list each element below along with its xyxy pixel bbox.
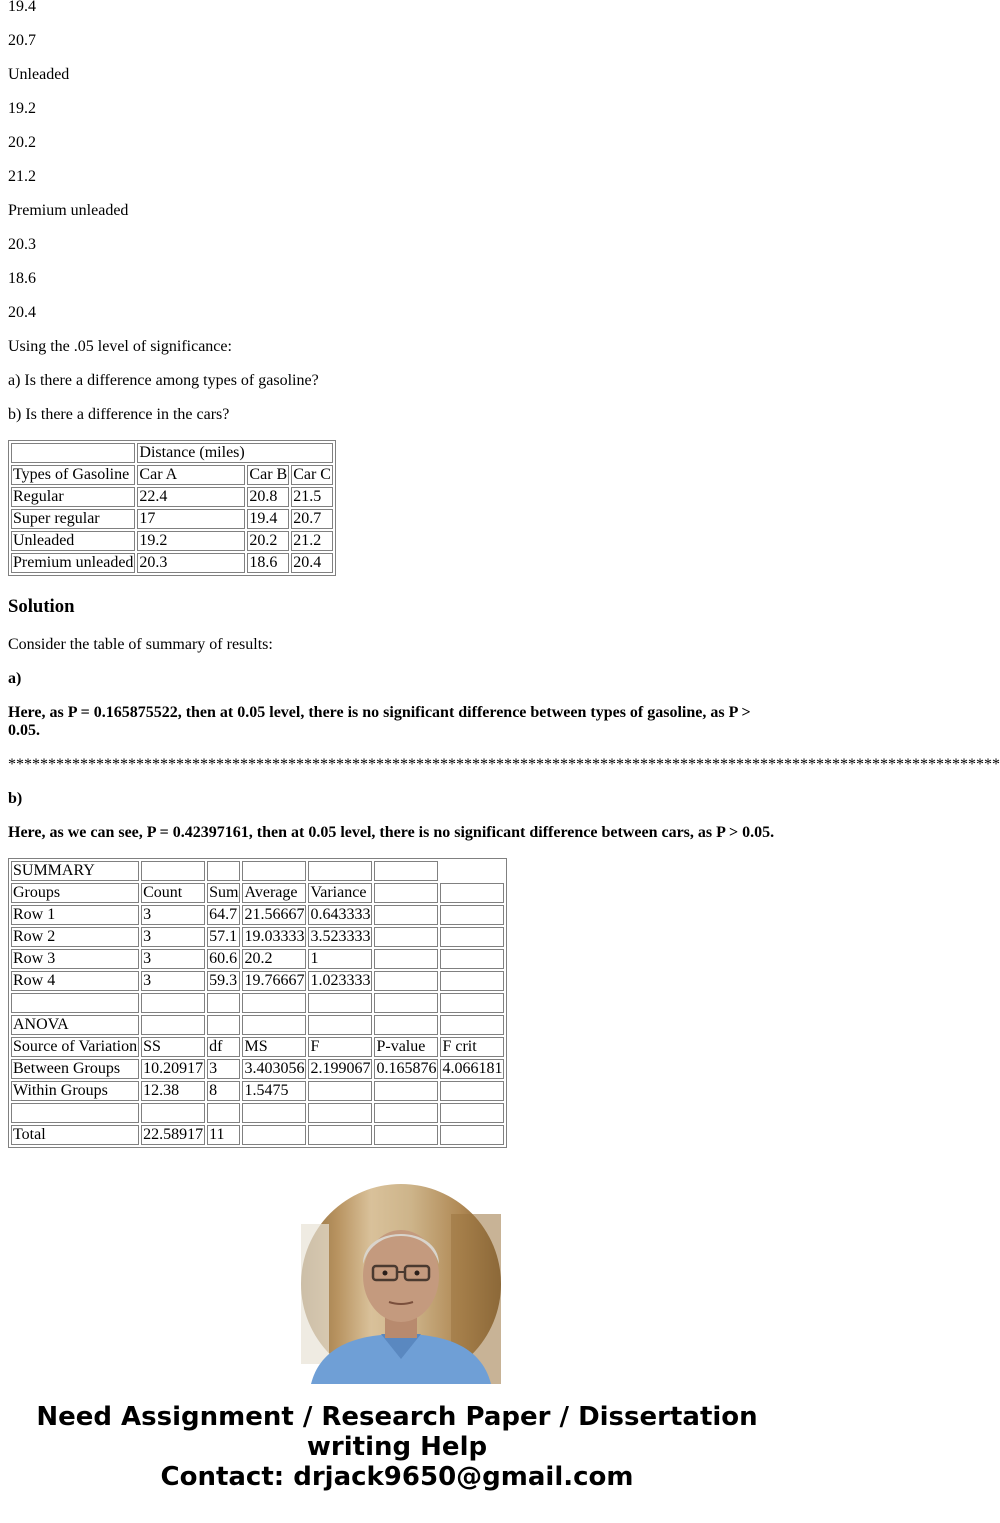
table-cell: df xyxy=(207,1037,240,1057)
avatar-container xyxy=(8,1184,794,1384)
table-cell: 0.643333 xyxy=(310,906,371,923)
intro-line: Unleaded xyxy=(8,66,70,83)
table-cell: 3 xyxy=(141,905,205,925)
table-cell: Distance (miles) xyxy=(137,443,333,463)
table-cell: 18.6 xyxy=(247,553,289,573)
table-header-row xyxy=(11,883,504,903)
table-row xyxy=(11,971,504,991)
table-cell: 19.4 xyxy=(247,509,289,529)
table-cell xyxy=(440,1015,504,1035)
separator-line: **************************************************************************************************************************** xyxy=(8,756,1000,773)
table-cell: 3 xyxy=(207,1059,240,1079)
table-cell xyxy=(242,1125,306,1145)
intro-line: Premium unleaded xyxy=(8,202,129,219)
table-row xyxy=(11,1125,504,1145)
avatar-portrait-icon xyxy=(301,1184,501,1384)
answer-a-label: a) xyxy=(8,670,22,687)
table-cell: 21.5 xyxy=(291,487,333,507)
table-cell: Between Groups xyxy=(11,1059,139,1079)
table-cell: 21.56667 xyxy=(244,906,305,923)
table-cell xyxy=(374,883,438,903)
solution-heading: Solution xyxy=(8,596,75,617)
table-cell xyxy=(440,949,504,969)
table-header-row xyxy=(11,465,333,485)
table-cell: F crit xyxy=(440,1037,504,1057)
table-cell xyxy=(141,1015,205,1035)
intro-line: 21.2 xyxy=(8,168,36,185)
table-cell: ANOVA xyxy=(11,1015,139,1035)
avatar xyxy=(301,1184,501,1384)
table-row xyxy=(11,949,504,969)
answer-b-label: b) xyxy=(8,790,23,807)
table-cell: Row 2 xyxy=(11,927,139,947)
intro-line: 20.4 xyxy=(8,304,36,321)
answer-b-text: Here, as we can see, P = 0.42397161, then at 0.05 level, there is no significant difference between cars, as P > 0.05. xyxy=(8,824,775,841)
table-cell: 57.1 xyxy=(207,927,240,947)
table-cell xyxy=(374,1015,438,1035)
question-b: b) Is there a difference in the cars? xyxy=(8,406,230,423)
table-cell: Sum xyxy=(209,884,239,901)
table-cell xyxy=(440,883,504,903)
answer-a-text: Here, as P = 0.165875522, then at 0.05 level, there is no significant difference between types of gasoline, as P > 0.05. xyxy=(8,704,751,739)
intro-line: 19.2 xyxy=(8,100,36,117)
table-cell: 0.165876 xyxy=(376,1060,437,1077)
table-cell: 19.03333 xyxy=(244,928,305,945)
table-cell xyxy=(141,861,205,881)
table-cell: Regular xyxy=(11,487,135,507)
table-cell: Premium unleaded xyxy=(13,554,134,571)
table-cell xyxy=(440,1125,504,1145)
table-row xyxy=(11,487,333,507)
table-cell: Car A xyxy=(137,465,245,485)
table-cell: 64.7 xyxy=(207,905,240,925)
table-cell: P-value xyxy=(374,1037,438,1057)
table-cell xyxy=(374,927,438,947)
table-cell xyxy=(308,1081,372,1101)
intro-line: 18.6 xyxy=(8,270,36,287)
table-cell: 20.3 xyxy=(137,553,245,573)
footer-banner xyxy=(0,1402,794,1492)
footer-contact: Contact: drjack9650@gmail.com xyxy=(160,1462,634,1492)
table-cell xyxy=(374,949,438,969)
intro-lines xyxy=(8,0,794,322)
table-header-row xyxy=(11,1037,504,1057)
table-cell: SUMMARY xyxy=(11,861,139,881)
table-cell: 20.2 xyxy=(242,949,306,969)
table-cell xyxy=(374,1125,438,1145)
table-cell: 3.403056 xyxy=(244,1060,305,1077)
table-cell xyxy=(374,1081,438,1101)
table-cell: 22.58917 xyxy=(143,1126,204,1143)
table-spacer-row xyxy=(11,1103,504,1123)
table-cell: 22.4 xyxy=(137,487,245,507)
table-row xyxy=(11,509,333,529)
table-cell: F xyxy=(308,1037,372,1057)
table-cell xyxy=(440,927,504,947)
table-cell: 60.6 xyxy=(207,949,240,969)
table-cell: 1.023333 xyxy=(310,972,371,989)
table-cell: 3 xyxy=(141,949,205,969)
table-cell: Row 1 xyxy=(11,905,139,925)
table-cell: 11 xyxy=(207,1125,240,1145)
table-cell: 20.2 xyxy=(247,531,289,551)
intro-line: 19.4 xyxy=(8,0,36,15)
table-cell: MS xyxy=(242,1037,306,1057)
table-cell xyxy=(11,443,135,463)
table-cell: 10.20917 xyxy=(143,1060,204,1077)
table-cell: Total xyxy=(11,1125,139,1145)
table-cell: Average xyxy=(242,883,306,903)
table-cell: 1 xyxy=(308,949,372,969)
table-cell xyxy=(207,861,240,881)
table-cell xyxy=(308,861,372,881)
table-cell xyxy=(440,1081,504,1101)
table-spacer-row xyxy=(11,993,504,1013)
table-cell xyxy=(242,1015,306,1035)
table-cell xyxy=(308,1015,372,1035)
table-cell xyxy=(440,905,504,925)
table-cell: 19.76667 xyxy=(244,972,305,989)
intro-line: 20.3 xyxy=(8,236,36,253)
table-cell xyxy=(374,861,438,881)
intro-line: 20.7 xyxy=(8,32,36,49)
table-cell: Within Groups xyxy=(11,1081,139,1101)
question-a: a) Is there a difference among types of gasoline? xyxy=(8,372,319,389)
table-row xyxy=(11,1015,504,1035)
table-cell: 20.8 xyxy=(247,487,289,507)
table-cell: Car C xyxy=(293,466,331,483)
table-cell: 20.4 xyxy=(291,553,333,573)
table-cell: 59.3 xyxy=(207,971,240,991)
table-cell xyxy=(308,1125,372,1145)
document-content xyxy=(8,0,1000,1384)
table-row xyxy=(11,861,504,881)
table-cell: 1.5475 xyxy=(242,1081,306,1101)
table-cell: Types of Gasoline xyxy=(11,465,135,485)
table-cell: 3.523333 xyxy=(310,928,371,945)
table-cell: 19.2 xyxy=(137,531,245,551)
table-cell: Row 4 xyxy=(11,971,139,991)
table-cell: 21.2 xyxy=(291,531,333,551)
table-row xyxy=(11,531,333,551)
table-cell: Super regular xyxy=(11,509,135,529)
footer-line: Need Assignment / Research Paper / Dissertation xyxy=(36,1402,758,1432)
table-cell: 17 xyxy=(137,509,245,529)
table-row xyxy=(11,1059,504,1079)
table-row xyxy=(11,905,504,925)
distance-table xyxy=(8,440,336,576)
table-cell: 3 xyxy=(141,927,205,947)
intro-line: 20.2 xyxy=(8,134,36,151)
table-cell: 20.7 xyxy=(291,509,333,529)
table-row xyxy=(11,927,504,947)
table-cell xyxy=(374,905,438,925)
solution-intro: Consider the table of summary of results: xyxy=(8,636,273,653)
anova-summary-table xyxy=(8,858,507,1148)
table-header-row xyxy=(11,443,333,463)
table-cell xyxy=(440,971,504,991)
question-significance-level: Using the .05 level of significance: xyxy=(8,338,232,355)
footer-line: writing Help xyxy=(306,1432,488,1462)
table-cell: 12.38 xyxy=(141,1081,205,1101)
table-cell: Unleaded xyxy=(11,531,135,551)
table-cell: Groups xyxy=(11,883,139,903)
table-cell: Count xyxy=(141,883,205,903)
table-cell: 3 xyxy=(141,971,205,991)
table-row xyxy=(11,553,333,573)
table-cell xyxy=(207,1015,240,1035)
table-cell: Source of Variation xyxy=(13,1038,138,1055)
table-cell: 8 xyxy=(207,1081,240,1101)
table-cell: Variance xyxy=(308,883,372,903)
table-cell: Row 3 xyxy=(11,949,139,969)
table-cell: 4.066181 xyxy=(442,1060,503,1077)
table-row xyxy=(11,1081,504,1101)
table-cell xyxy=(374,971,438,991)
table-cell xyxy=(242,861,306,881)
table-cell: Car B xyxy=(249,466,288,483)
table-cell: SS xyxy=(141,1037,205,1057)
table-cell: 2.199067 xyxy=(310,1060,371,1077)
